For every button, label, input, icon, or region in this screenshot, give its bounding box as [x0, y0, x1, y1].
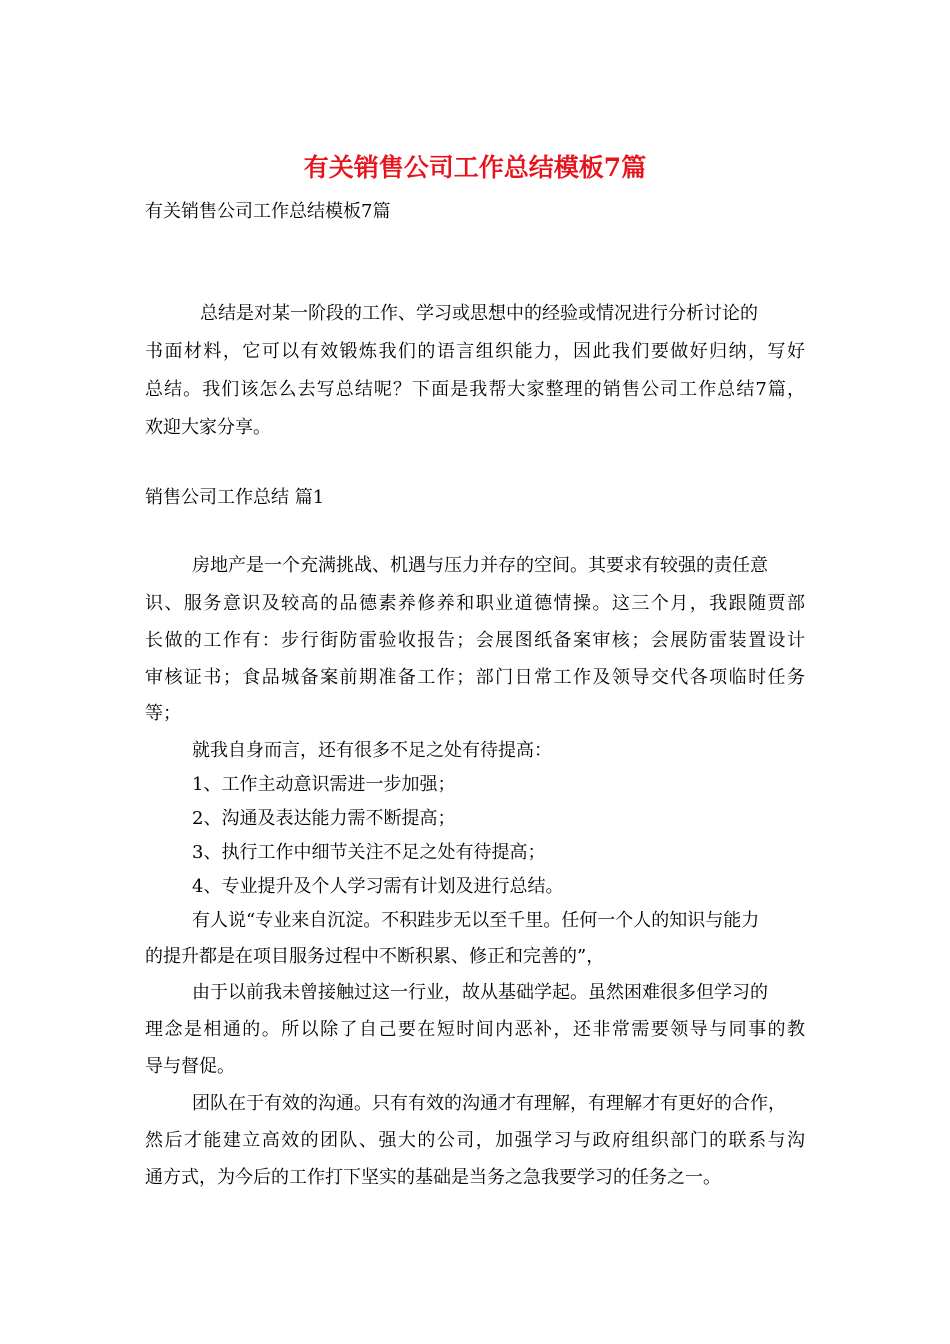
body-line: 审核证书；食品城备案前期准备工作；部门日常工作及领导交代各项临时任务 [145, 667, 805, 688]
body-line: 1、工作主动意识需进一步加强； [192, 774, 456, 795]
body-line: 房地产是一个充满挑战、机遇与压力并存的空间。其要求有较强的责任意 [192, 555, 768, 576]
body-line: 就我自身而言，还有很多不足之处有待提高： [192, 740, 552, 761]
body-line: 团队在于有效的沟通。只有有效的沟通才有理解，有理解才有更好的合作， [192, 1093, 786, 1114]
intro-line: 总结是对某一阶段的工作、学习或思想中的经验或情况进行分析讨论的 [200, 303, 758, 324]
intro-line: 欢迎大家分享。 [145, 417, 271, 438]
body-line: 有人说“专业来自沉淀。不积跬步无以至千里。任何一个人的知识与能力 [192, 910, 760, 931]
body-line: 然后才能建立高效的团队、强大的公司，加强学习与政府组织部门的联系与沟 [145, 1130, 805, 1151]
document-subtitle: 有关销售公司工作总结模板7篇 [145, 201, 391, 222]
document-title: 有关销售公司工作总结模板7篇 [303, 153, 647, 182]
body-line: 通方式，为今后的工作打下坚实的基础是当务之急我要学习的任务之一。 [145, 1167, 721, 1188]
body-line: 3、执行工作中细节关注不足之处有待提高； [192, 842, 546, 863]
body-line: 长做的工作有：步行街防雷验收报告；会展图纸备案审核；会展防雷装置设计 [145, 630, 805, 651]
body-line: 理念是相通的。所以除了自己要在短时间内恶补，还非常需要领导与同事的教 [145, 1019, 805, 1040]
section-heading: 销售公司工作总结 篇1 [145, 487, 325, 508]
body-line: 2、沟通及表达能力需不断提高； [192, 808, 456, 829]
body-line: 由于以前我未曾接触过这一行业，故从基础学起。虽然困难很多但学习的 [192, 982, 768, 1003]
body-line: 4、专业提升及个人学习需有计划及进行总结。 [192, 876, 564, 897]
body-line: 的提升都是在项目服务过程中不断积累、修正和完善的”， [145, 946, 605, 967]
body-line: 导与督促。 [145, 1056, 235, 1077]
body-line: 识、服务意识及较高的品德素养修养和职业道德情操。这三个月，我跟随贾部 [145, 593, 805, 614]
body-line: 等； [145, 703, 181, 724]
intro-line: 总结。我们该怎么去写总结呢？下面是我帮大家整理的销售公司工作总结7篇， [145, 379, 805, 400]
intro-line: 书面材料，它可以有效锻炼我们的语言组织能力，因此我们要做好归纳，写好 [145, 341, 805, 362]
